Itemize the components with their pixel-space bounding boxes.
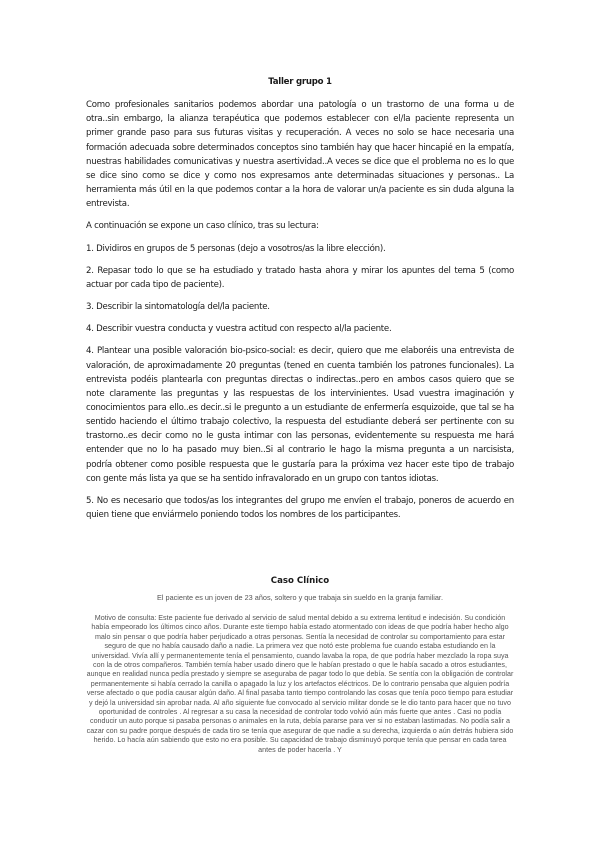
instruction-item: 4. Describir vuestra conducta y vuestra actitud con respecto al/la paciente. [86,324,392,335]
case-text: Motivo de consulta: Este paciente fue derivado al servicio de salud mental debido a su extrema lentitud e indecisión. Su condición había empeorado los últimos cinco años. Durante este tiempo había estado atormentado con ideas de que podría haber hecho algo malo sin pensar o que podría haber perjudicado a otras personas. Sentía la necesidad de controlar su comportamiento para estar seguro de que no había causado daño a nadie. La primera vez que notó este problema fue cuando estaba estudiando en la universidad. Vivía allí y permanentemente tenía el pensamiento, cuando lavaba la ropa, de que podría haber mezclado la ropa suya con la de otros compañeros. También temía haber usado dinero que le habían prestado o que le había sacado a otros estudiantes, aunque en realidad nunca pedía prestado y siempre se aseguraba de pagar todo lo que debía. Se sentía con la obligación de controlar permanentemente si había cerrado la canilla o apagado la luz y los artefactos eléctricos. De lo contrario pensaba que alguien podría verse afectado o que podía causar algún daño. Al final pasaba tanto tiempo controlando las cosas que tenía poco tiempo para estudiar y dejó la universidad sin aprobar nada. Al año siguiente fue convocado al servicio militar donde se le dio tanto para hacer que no tuvo oportunidad de controles . Al regresar a su casa la necesidad de controlar todo volvió aún más fuerte que antes . Casi no podía conducir un auto porque si pasaba personas o animales en la ruta, debía pararse para ver si no estaban lastimadas. No podía salir a cazar con su padre porque después de cada tiro se tenía que asegurar de que nadie a su derecha, izquierda o aún detrás hubiera sido herido. Lo hacía aún sabiendo que esto no era posible. Su capacidad de trabajo disminuyó porque tenía que pensar en cada tarea antes de poder hacerla . Y [86,614,514,754]
lead-paragraph: A continuación se expone un caso clínico, tras su lectura: [86,221,319,232]
document-body [86,75,514,530]
clinical-case-section [86,576,514,755]
instruction-item: 2. Repasar todo lo que se ha estudiado y tratado hasta ahora y mirar los apuntes del tema 5 (como actuar por cada tipo de paciente). [86,265,514,290]
case-intro: El paciente es un joven de 23 años, soltero y que trabaja sin sueldo en la granja familiar. [157,593,443,602]
case-title: Caso Clínico [270,576,330,586]
instruction-item: 4. Plantear una posible valoración bio-psico-social: es decir, quiero que me elaboréis una entrevista de valoración, de aproximadamente 20 preguntas (tened en cuenta también los patrones funcionales). La entrevista podéis plantearla con preguntas directas o indirectas..pero en ambos casos quiero que se note claramente las preguntas y las respuestas de los intervinientes. Usad vuestra imaginación y conocimientos para ello..es decir..si le pregunto a un estudiante de enfermería esquizoide, que tal se ha sentido haciendo el último trabajo colectivo, la respuesta del estudiante deberá ser pertinente con su trastorno..es decir como no le gusta intimar con las personas, evidentemente su respuesta me hará entender que no lo ha pasado muy bien..Si al contrario le hago la misma pregunta a un narcisista, podría obtener como posible respuesta que le gustaría para la próxima vez hacer este tipo de trabajo con gente más lista ya que se ha sentido infravalorado en un grupo con tantos idiotas. [86,346,514,484]
intro-paragraph: Como profesionales sanitarios podemos abordar una patología o un trastorno de una forma u de otra..sin embargo, la alianza terapéutica que podemos establecer con el/la paciente representa un primer grande paso para sus futuras visitas y recuperación. A veces no solo se hace necesaria una formación adecuada sobre determinados conceptos sino también hay que hacer hincapié en la empatía, nuestras habilidades comunicativas y nuestra asertividad..A veces se dice que el problema no es lo que se dice sino como se dice y como nos expresamos ante determinadas situaciones y personas.. La herramienta más útil en la que podemos contar a la hora de valorar un/a paciente es sin duda alguna la entrevista. [86,100,514,210]
instruction-item: 1. Dividiros en grupos de 5 personas (dejo a vosotros/as la libre elección). [86,243,386,254]
instruction-item: 3. Describir la sintomatología del/la paciente. [86,302,270,313]
document-title: Taller grupo 1 [268,77,332,87]
instruction-item: 5. No es necesario que todos/as los integrantes del grupo me envíen el trabajo, poneros de acuerdo en quien tiene que enviármelo poniendo todos los nombres de los participantes. [86,495,514,521]
